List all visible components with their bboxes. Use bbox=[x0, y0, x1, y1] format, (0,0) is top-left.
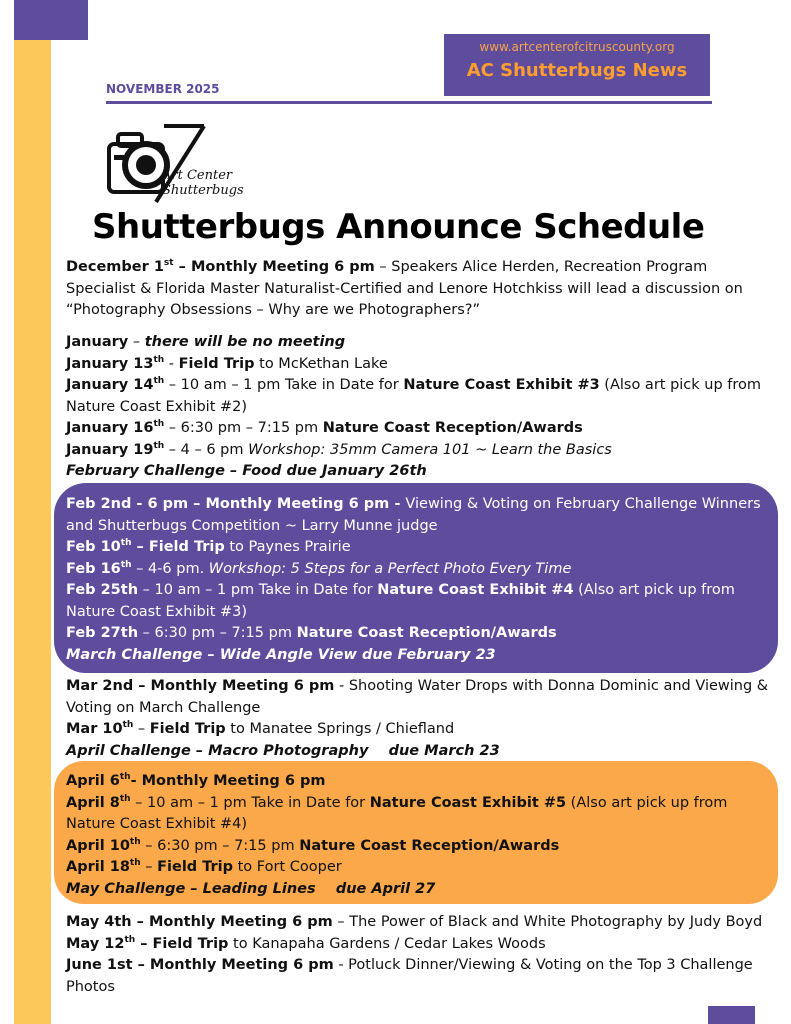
april-challenge: April Challenge – Macro Photography due March 23 bbox=[66, 742, 500, 759]
header-divider bbox=[106, 101, 712, 104]
february-field-trip: Feb 10th – Field Trip to Paynes Prairie bbox=[66, 538, 351, 555]
march-field-trip: Mar 10th – Field Trip to Manatee Springs / Chiefland bbox=[66, 720, 455, 737]
march-challenge: March Challenge – Wide Angle View due February 23 bbox=[66, 646, 496, 663]
january-take-in-date: January 14th – 10 am – 1 pm Take in Date for Nature Coast Exhibit #3 (Also art pick up from Nature Coast Exhibit #2) bbox=[66, 376, 762, 415]
february-take-in-date: Feb 25th – 10 am – 1 pm Take in Date for Nature Coast Exhibit #4 (Also art pick up from Nature Coast Exhibit #3) bbox=[66, 582, 735, 620]
february-reception: Feb 27th – 6:30 pm – 7:15 pm Nature Coast Reception/Awards bbox=[66, 625, 557, 641]
bottom-corner-block bbox=[708, 1006, 755, 1024]
january-reception: January 16th – 6:30 pm – 7:15 pm Nature Coast Reception/Awards bbox=[66, 419, 583, 436]
january-section bbox=[66, 332, 778, 483]
may-june-section bbox=[66, 912, 778, 998]
newsletter-title: AC Shutterbugs News bbox=[466, 60, 688, 81]
january-workshop: January 19th – 4 – 6 pm Workshop: 35mm Camera 101 ~ Learn the Basics bbox=[66, 440, 612, 458]
february-challenge: February Challenge – Food due January 26th bbox=[66, 463, 427, 479]
left-accent-bar bbox=[14, 0, 51, 1024]
march-meeting: Mar 2nd – Monthly Meeting 6 pm - Shooting Water Drops with Donna Dominic and Viewing & Voting on March Challenge bbox=[66, 678, 769, 716]
april-reception: April 10th – 6:30 pm – 7:15 pm Nature Coast Reception/Awards bbox=[66, 836, 560, 854]
april-take-in-date: April 8th – 10 am – 1 pm Take in Date for Nature Coast Exhibit #5 (Also art pick up from Nature Coast Exhibit #4) bbox=[66, 793, 728, 832]
may-meeting: May 4th – Monthly Meeting 6 pm – The Power of Black and White Photography by Judy Boyd bbox=[66, 914, 763, 930]
may-challenge: May Challenge – Leading Lines due April 27 bbox=[66, 880, 436, 897]
top-corner-block bbox=[14, 0, 88, 40]
april-field-trip: April 18th – Field Trip to Fort Cooper bbox=[66, 858, 342, 875]
may-field-trip: May 12th – Field Trip to Kanapaha Gardens / Cedar Lakes Woods bbox=[66, 934, 546, 952]
june-meeting: June 1st – Monthly Meeting 6 pm - Potluck Dinner/Viewing & Voting on the Top 3 Challenge Photos bbox=[66, 957, 753, 995]
january-no-meeting: January – there will be no meeting bbox=[66, 334, 346, 350]
february-section bbox=[66, 494, 778, 666]
march-section bbox=[66, 676, 778, 762]
april-section bbox=[66, 771, 778, 900]
december-entry: December 1st – Monthly Meeting 6 pm – Speakers Alice Herden, Recreation Program Specialist & Florida Master Naturalist-Certified and Lenore Hotchkiss will lead a discussion on “Photography Obsessions – Why are we Photographers?” bbox=[66, 258, 743, 318]
logo-wordmark: Art Center Shutterbugs bbox=[162, 168, 244, 198]
february-meeting: Feb 2nd - 6 pm – Monthly Meeting 6 pm - Viewing & Voting on February Challenge Winners and Shutterbugs Competition ~ Larry Munne judge bbox=[66, 496, 761, 534]
masthead-box bbox=[444, 34, 710, 96]
february-workshop: Feb 16th – 4-6 pm. Workshop: 5 Steps for a Perfect Photo Every Time bbox=[66, 559, 572, 577]
issue-date: NOVEMBER 2025 bbox=[106, 82, 220, 96]
january-field-trip: January 13th - Field Trip to McKethan Lake bbox=[66, 354, 388, 372]
headline: Shutterbugs Announce Schedule bbox=[92, 207, 705, 247]
december-section bbox=[66, 257, 778, 322]
website-url[interactable]: www.artcenterofcitruscounty.org bbox=[479, 40, 675, 54]
april-meeting: April 6th- Monthly Meeting 6 pm bbox=[66, 772, 326, 789]
